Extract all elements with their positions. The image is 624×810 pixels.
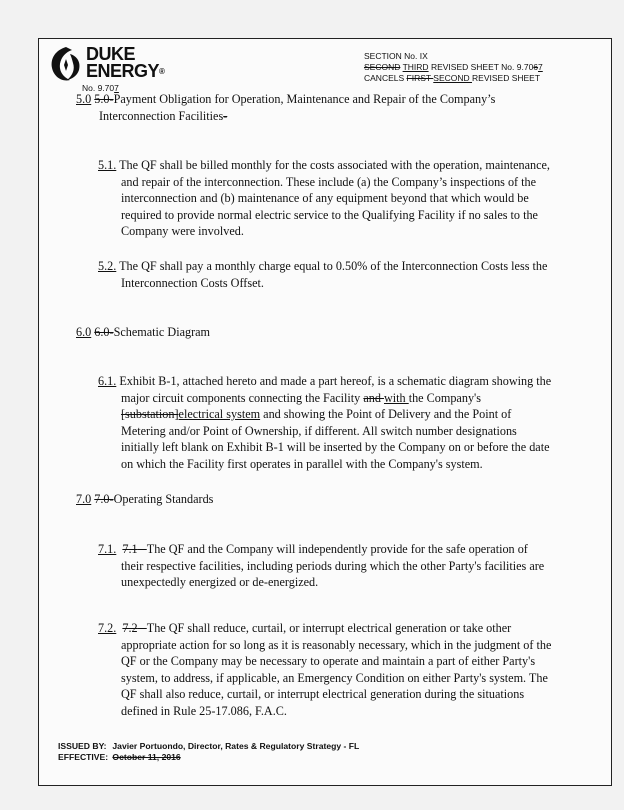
footer (58, 741, 359, 763)
duke-energy-logo (46, 44, 196, 90)
section-6-heading: 6.0 6.0-Schematic Diagram (76, 325, 211, 339)
section-number: SECTION No. IX (364, 51, 428, 61)
paragraph-5-1: 5.1. The QF shall be billed monthly for the costs associated with the operation, maintenance, and repair of the interconnection. These include (a) the Company’s inspections of the interconnection and (b) maintenance of any equipment beyond that which would be required to provide normal electric service to the Qualifying Facility if no sales to the Company were involved. (98, 158, 550, 238)
section-5-heading: 5.0 5.0-Payment Obligation for Operation, Maintenance and Repair of the Company’s Interconnection Facilities- (76, 92, 496, 123)
revision-line: SECOND THIRD REVISED SHEET No. 9.7067 (364, 62, 543, 72)
duke-energy-logo-icon (46, 44, 86, 84)
section-7-heading: 7.0 7.0-Operating Standards (76, 492, 214, 506)
paragraph-7-2: 7.2. 7.2 The QF shall reduce, curtail, or interrupt electrical generation or take other appropriate action for so long as it is reasonably necessary, which in the judgment of the QF or the Company may be necessary to operate and maintain a part of either Party's system, to address, if applicable, an Emergency Condition on either Party's system. The QF shall also reduce, curtail, or interrupt electrical generation during the situations defined in Rule 25-17.086, F.A.C. (98, 621, 552, 718)
section-header (364, 51, 543, 84)
paragraph-6-1: 6.1. Exhibit B-1, attached hereto and made a part hereof, is a schematic diagram showing the major circuit components connecting the Facility and with the Company's [substation]electrical system and showing the Point of Delivery and the Point of Metering and/or Point of Ownership, if different. All switch number designations initially left blank on Exhibit B-1 will be inserted by the Company on or before the date on which the Facility first operates in parallel with the Company's system. (98, 374, 552, 471)
effective-line: EFFECTIVE: October 11, 2016 (58, 752, 181, 762)
sheet-number: No. 9.707 (82, 83, 119, 93)
logo-line2: ENERGY (86, 61, 160, 81)
logo-line1: DUKE (86, 44, 136, 64)
registered-mark: ® (159, 67, 165, 76)
paragraph-7-1: 7.1. 7.1 The QF and the Company will independently provide for the safe operation of their respective facilities, including periods during which the other Party's facilities are unexpectedly energized or de-energized. (98, 542, 545, 589)
paragraph-5-2: 5.2. The QF shall pay a monthly charge equal to 0.50% of the Interconnection Costs less the Interconnection Costs Offset. (98, 259, 548, 290)
cancels-line: CANCELS FIRST SECOND REVISED SHEET (364, 73, 541, 83)
issued-by-line: ISSUED BY: Javier Portuondo, Director, Rates & Regulatory Strategy - FL (58, 741, 360, 751)
